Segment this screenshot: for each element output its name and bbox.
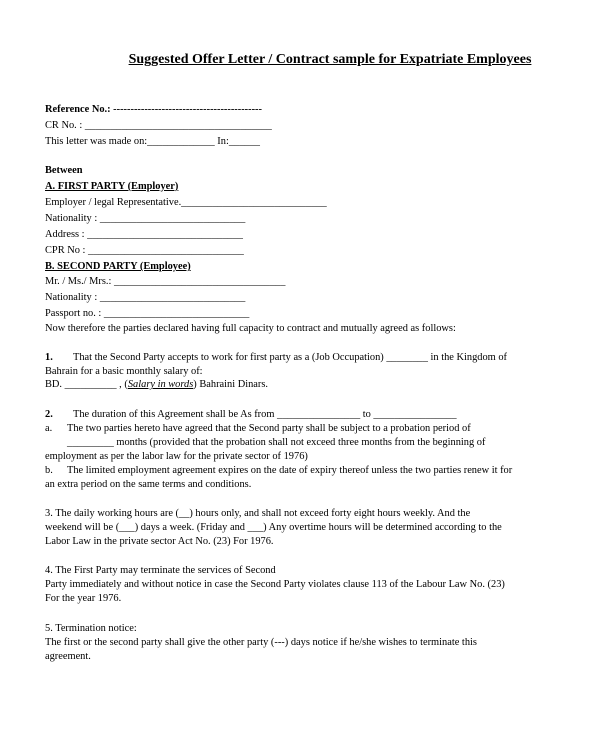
- clause-2b-line-2: an extra period on the same terms and conditions.: [45, 479, 252, 490]
- clause-4-line-1: 4. The First Party may terminate the services of Second: [45, 565, 276, 576]
- clause-3-line-1: 3. The daily working hours are (__) hours only, and shall not exceed forty eight hours weekly. And the: [45, 508, 471, 519]
- clause-1-line-3: [45, 378, 268, 391]
- clause-2a-line-1-text: The two parties hereto have agreed that the Second party shall be subject to a probation period of: [67, 423, 471, 434]
- letter-made-on-line: This letter was made on:_____________ In:______: [45, 136, 260, 147]
- clause-5-line-3: agreement.: [45, 651, 91, 662]
- second-party-nationality-line: Nationality : ____________________________: [45, 292, 246, 303]
- clause-2-line-1: [45, 408, 457, 421]
- clause-2a-line-3: employment as per the labor law for the private sector of 1976): [45, 451, 308, 462]
- cr-no-line: CR No. : ____________________________________: [45, 120, 272, 131]
- clause-2a-line-2: _________ months (provided that the probation shall not exceed three months from the beginning of: [67, 437, 486, 448]
- clause-2-line-1-text: The duration of this Agreement shall be As from ________________ to ________________: [73, 409, 457, 420]
- clause-2a-line-1: [45, 422, 471, 435]
- bahraini-dinars-text: ) Bahraini Dinars.: [193, 379, 269, 390]
- clause-4-line-3: For the year 1976.: [45, 593, 122, 604]
- between-label: Between: [45, 165, 83, 176]
- document-title: Suggested Offer Letter / Contract sample for Expatriate Employees: [128, 52, 532, 67]
- first-party-heading: A. FIRST PARTY (Employer): [45, 181, 179, 192]
- cpr-no-line: CPR No : ______________________________: [45, 245, 244, 256]
- first-party-nationality-line: Nationality : ____________________________: [45, 213, 246, 224]
- clause-1-line-1-text: That the Second Party accepts to work for first party as a (Job Occupation) ________ in the Kingdom of: [73, 352, 507, 363]
- clause-5-line-1: 5. Termination notice:: [45, 623, 137, 634]
- passport-no-line: Passport no. : ____________________________: [45, 308, 250, 319]
- employer-line: Employer / legal Representative.____________________________: [45, 197, 327, 208]
- clause-2a-label: a.: [45, 423, 53, 434]
- agreement-intro: Now therefore the parties declared having full capacity to contract and mutually agreed as follows:: [45, 323, 456, 334]
- employee-name-line: Mr. / Ms./ Mrs.: _________________________________: [45, 276, 286, 287]
- second-party-heading: B. SECOND PARTY (Employee): [45, 261, 191, 272]
- clause-1-number: 1.: [45, 352, 53, 363]
- address-line: Address : ______________________________: [45, 229, 243, 240]
- clause-1-line-2: Bahrain for a basic monthly salary of:: [45, 366, 203, 377]
- salary-in-words-text: Salary in words: [127, 379, 194, 390]
- clause-2b-label: b.: [45, 465, 53, 476]
- salary-amount-text: BD. __________ , (: [45, 379, 128, 390]
- reference-no-line: Reference No.: -------------------------------------------: [45, 104, 262, 115]
- clause-1-line-1: [45, 351, 507, 364]
- clause-2b-line-1: [45, 464, 512, 477]
- clause-2b-line-1-text: The limited employment agreement expires on the date of expiry thereof unless the two parties renew it for: [67, 465, 513, 476]
- clause-3-line-3: Labor Law in the private sector Act No. (23) For 1976.: [45, 536, 274, 547]
- clause-4-line-2: Party immediately and without notice in case the Second Party violates clause 113 of the Labour Law No. (23): [45, 579, 505, 590]
- clause-2-number: 2.: [45, 409, 53, 420]
- clause-3-line-2: weekend will be (___) days a week. (Friday and ___) Any overtime hours will be determined according to the: [45, 522, 502, 533]
- clause-5-line-2: The first or the second party shall give the other party (---) days notice if he/she wishes to terminate this: [45, 637, 477, 648]
